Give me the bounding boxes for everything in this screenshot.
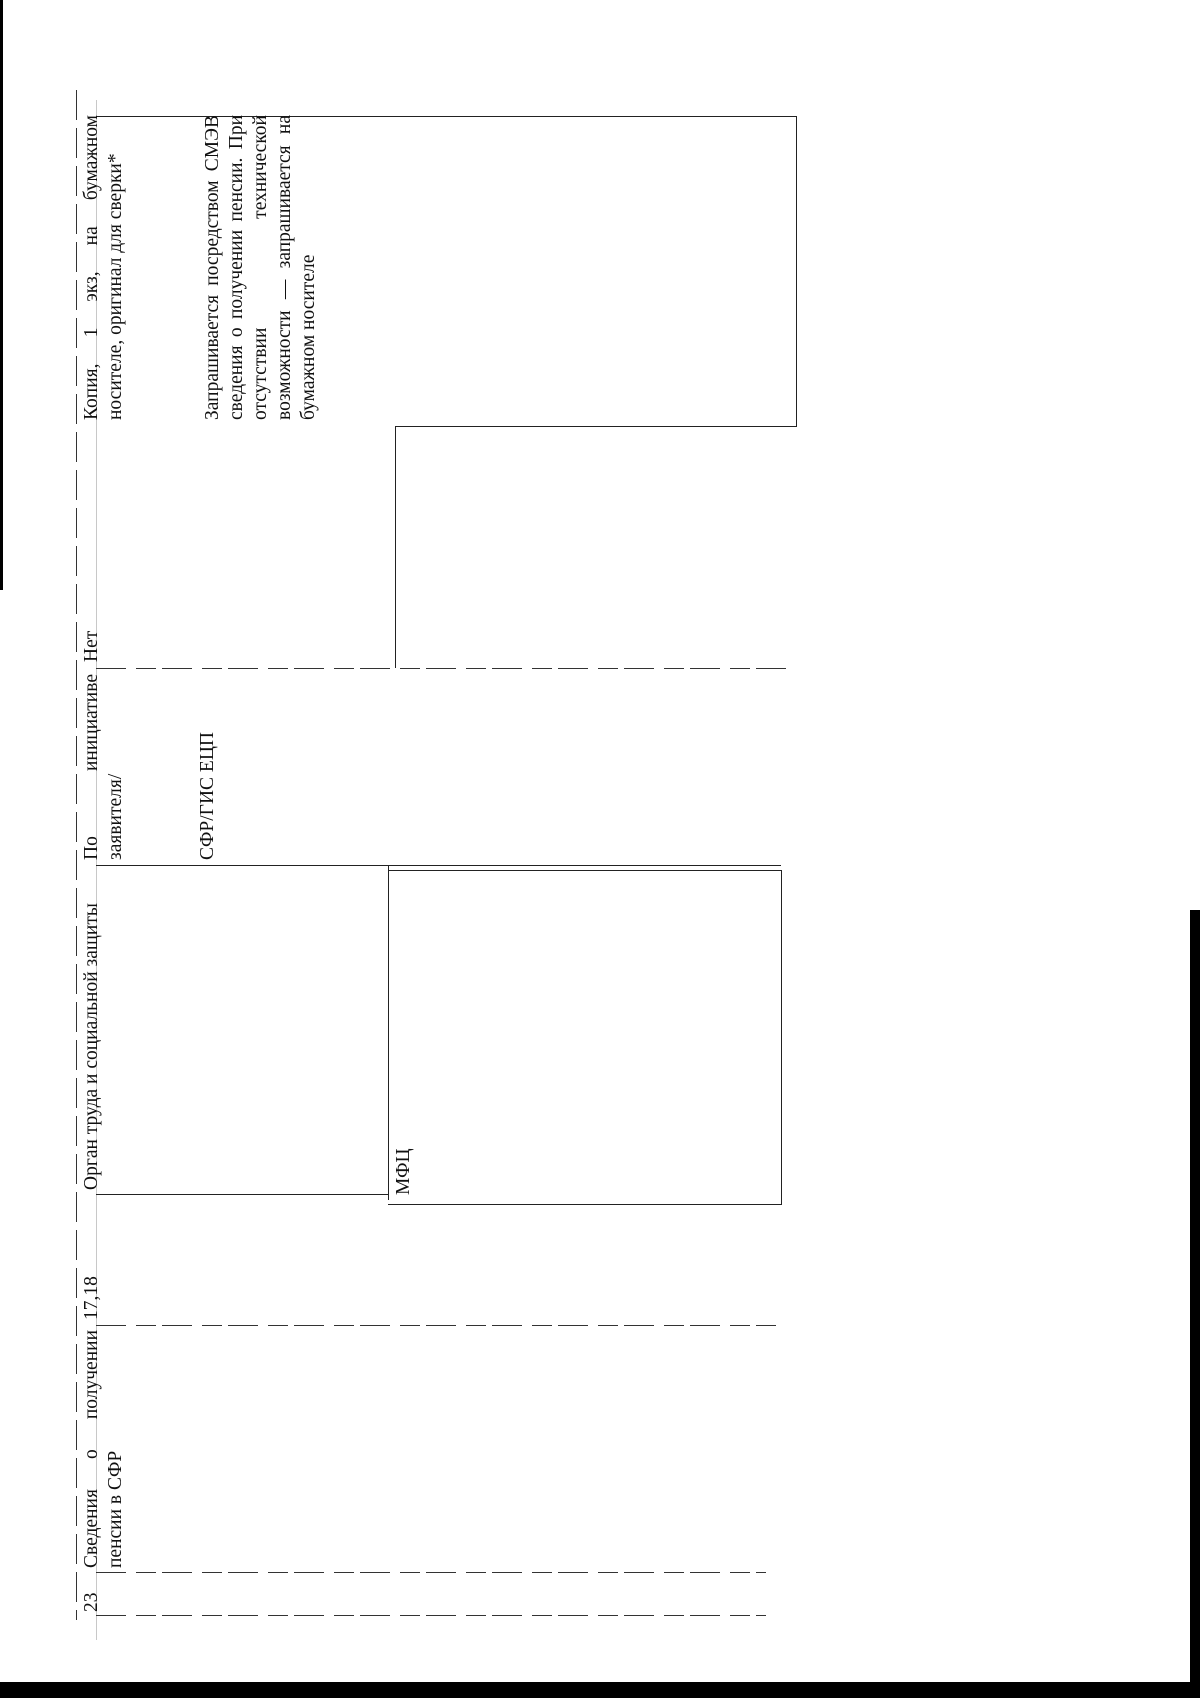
issuer-primary: Орган труда и социальной защиты xyxy=(81,903,102,1190)
submission-box-bottom xyxy=(395,426,797,427)
legal-basis: 17,18 xyxy=(81,1276,102,1320)
separator-method xyxy=(96,865,781,866)
issuer-box-bottom xyxy=(388,1204,781,1205)
table-border-left xyxy=(76,90,77,1620)
obtain-method-primary: По инициативе заявителя/ xyxy=(81,674,126,860)
issuer-box-right xyxy=(781,870,782,1205)
interdepartmental: Нет xyxy=(81,630,102,662)
issuer-primary-bottom xyxy=(96,1194,388,1195)
separator-basis xyxy=(96,1325,776,1326)
scan-edge-bottom xyxy=(0,1682,1200,1698)
document-name: Сведения о получении пенсии в СФР xyxy=(81,1330,126,1568)
scan-edge-right xyxy=(1190,910,1200,1698)
issuer-sub-top xyxy=(388,870,781,871)
separator-number xyxy=(96,1615,766,1616)
request-note: Запрашивается посредством СМЭВ сведения о получении пенсии. При отсутствии технической возможности — запрашивается на бумажном носителе xyxy=(202,115,319,420)
obtain-method-secondary: СФР/ГИС ЕЦП xyxy=(197,732,218,860)
row-number: 23 xyxy=(81,1592,102,1612)
separator-name xyxy=(96,1572,766,1573)
scan-edge-left xyxy=(0,0,3,590)
interdep-subdivider xyxy=(395,426,396,668)
submission-form: Копия, 1 экз, на бумажном носителе, оригинал для сверки* xyxy=(81,115,126,420)
separator-interdep xyxy=(96,668,786,669)
submission-box-right xyxy=(796,116,797,426)
issuer-subdivider xyxy=(388,865,389,1200)
issuer-secondary: МФЦ xyxy=(393,1148,414,1195)
